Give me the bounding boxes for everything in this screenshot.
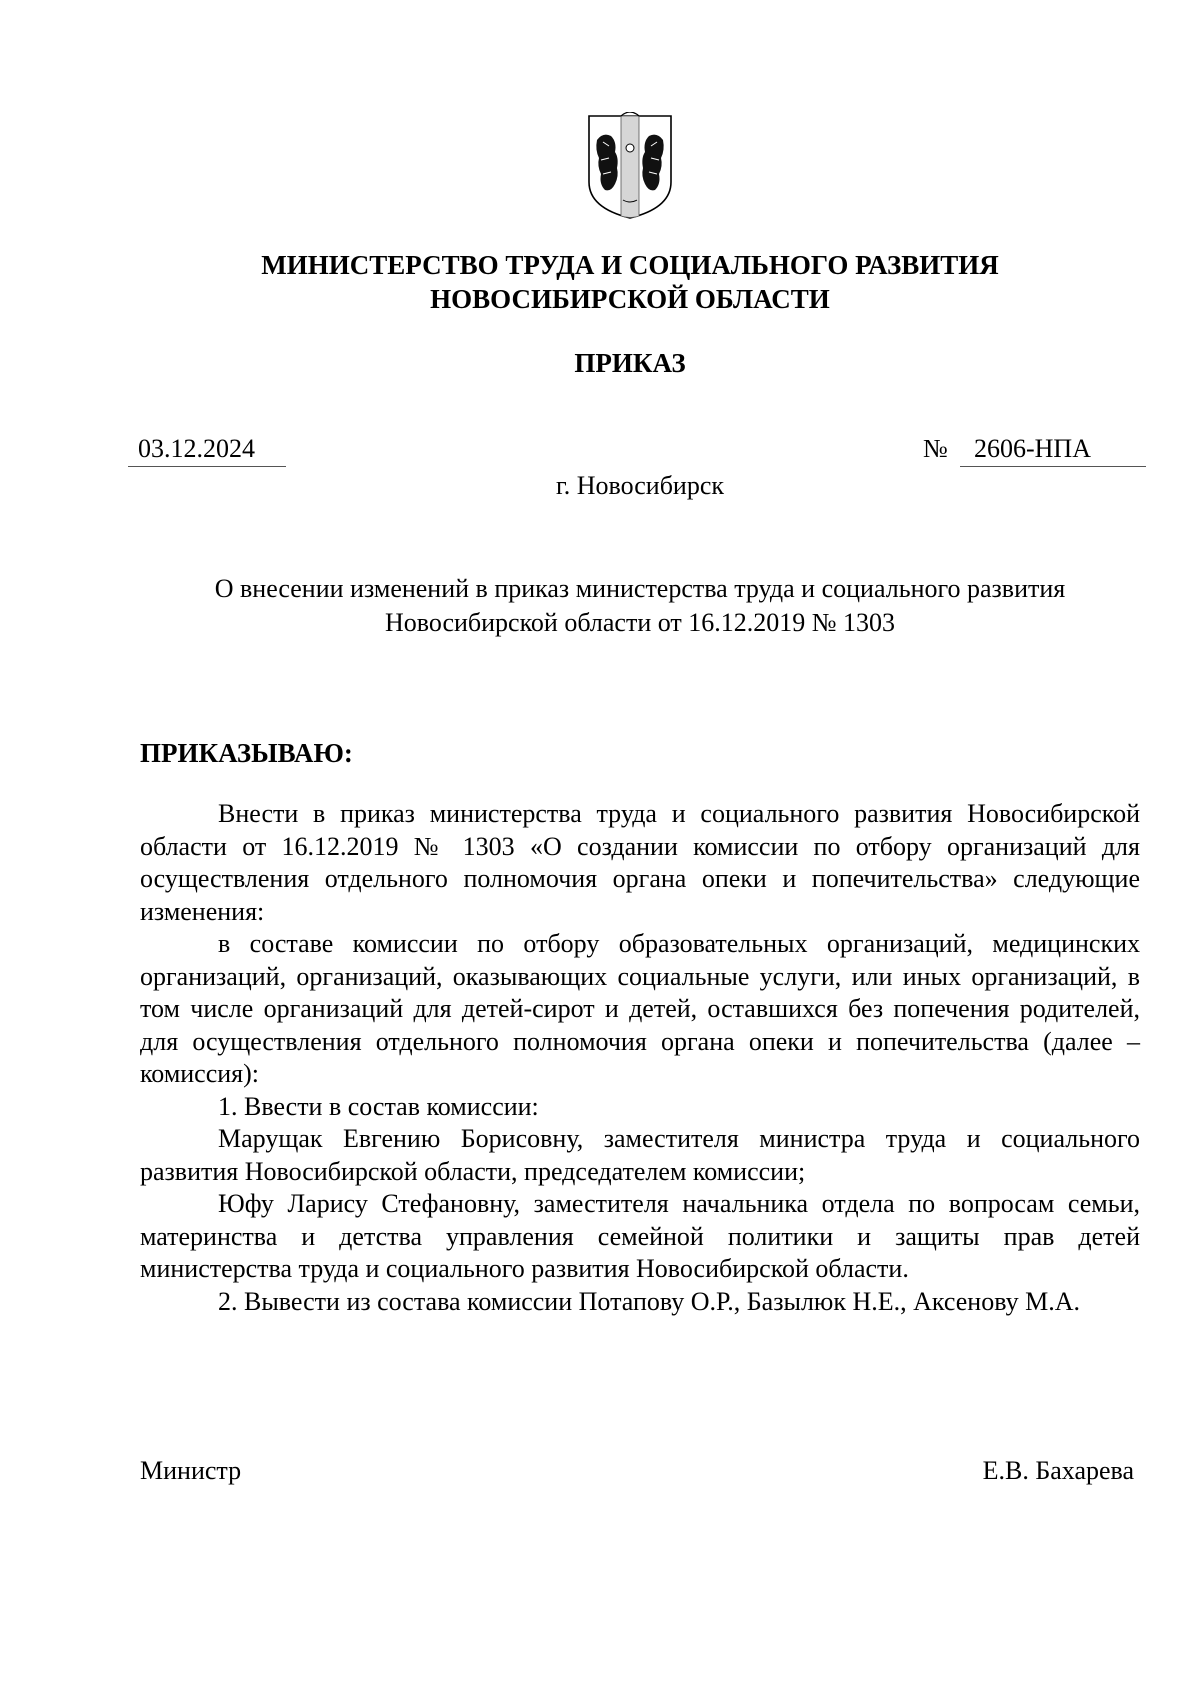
order-date-field xyxy=(128,433,286,467)
ministry-name-line1: МИНИСТЕРСТВО ТРУДА И СОЦИАЛЬНОГО РАЗВИТИЯ xyxy=(261,250,999,280)
body-paragraph: 1. Ввести в состав комиссии: xyxy=(218,1091,539,1121)
document-type-title: ПРИКАЗ xyxy=(574,348,686,378)
ministry-name-line2: НОВОСИБИРСКОЙ ОБЛАСТИ xyxy=(430,284,830,314)
order-number: 2606-НПА xyxy=(974,434,1091,463)
order-number-field xyxy=(960,433,1146,467)
city-name: г. Новосибирск xyxy=(555,471,725,500)
body-paragraph: Внести в приказ министерства труда и социального развития Новосибирской области от 16.12.2019 № 1303 «О создании комиссии по отбору организаций для осуществления отдельного полномочия органа опеки и попечительства» следующие изменения: xyxy=(140,799,1140,926)
order-subject: О внесении изменений в приказ министерства труда и социального развития Новосибирской области от 16.12.2019 № 1303 xyxy=(214,574,1066,637)
body-paragraph: Юфу Ларису Стефановну, заместителя начальника отдела по вопросам семьи, материнства и детства управления семейной политики и защиты прав детей министерства труда и социального развития Новосибирской области. xyxy=(140,1189,1140,1283)
order-body xyxy=(140,798,1140,1318)
signatory-name: Е.В. Бахарева xyxy=(982,1456,1134,1485)
number-label: № xyxy=(923,434,948,463)
signatory-role: Министр xyxy=(140,1456,242,1485)
order-directive-heading: ПРИКАЗЫВАЮ: xyxy=(140,738,353,768)
body-paragraph: в составе комиссии по отбору образовательных организаций, медицинских организаций, организаций, оказывающих социальные услуги, или иных организаций, в том числе организаций для детей-сирот и детей, оставшихся без попечения родителей, для осуществления отдельного полномочия органа опеки и попечительства (далее – комиссия): xyxy=(140,929,1140,1088)
order-date: 03.12.2024 xyxy=(138,434,255,463)
coat-of-arms-emblem xyxy=(585,112,675,222)
body-paragraph: Марущак Евгению Борисовну, заместителя министра труда и социального развития Новосибирской области, председателем комиссии; xyxy=(140,1124,1140,1186)
body-paragraph: 2. Вывести из состава комиссии Потапову О.Р., Базылюк Н.Е., Аксенову М.А. xyxy=(218,1286,1080,1316)
